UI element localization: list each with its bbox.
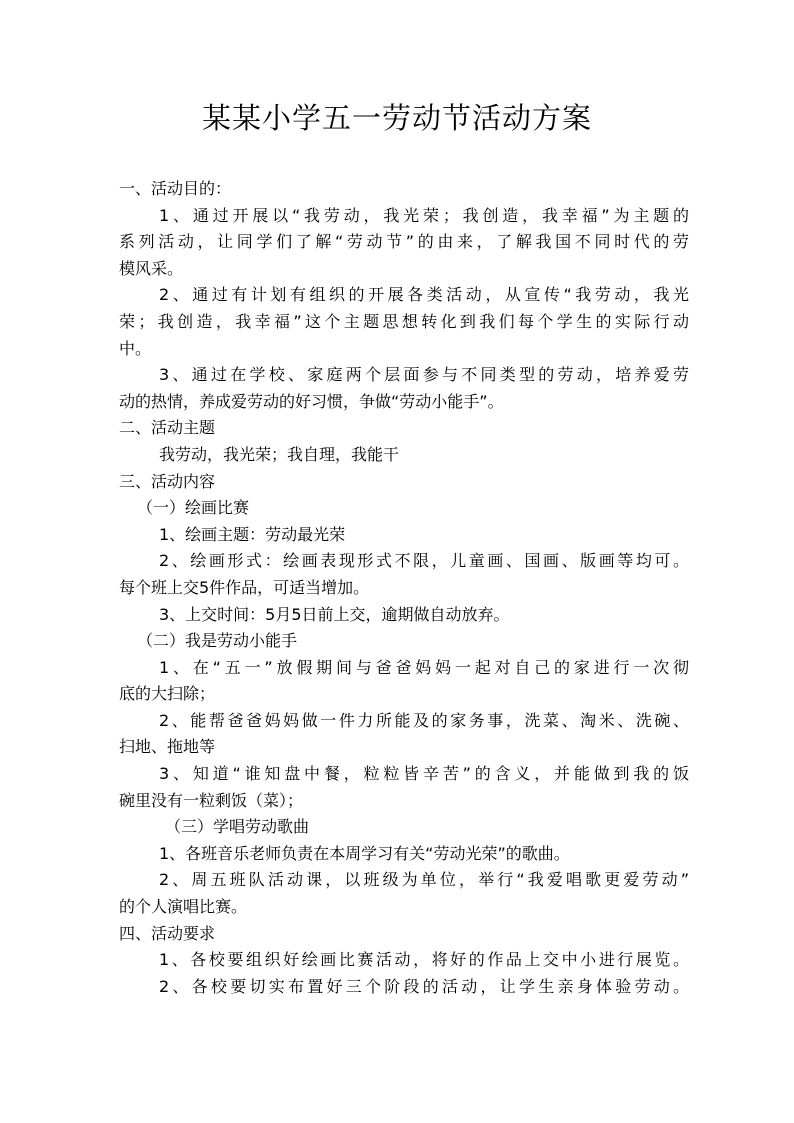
document-line: （三）学唱劳动歌曲 <box>165 817 310 837</box>
document-line: 3、通过在学校、家庭两个层面参与不同类型的劳动，培养爱劳 <box>159 365 689 385</box>
document-line: 四、活动要求 <box>119 923 216 943</box>
document-line: 3、知道“谁知盘中餐，粒粒皆辛苦”的含义，并能做到我的饭 <box>159 764 689 784</box>
document-line: 中。 <box>119 338 152 358</box>
document-line: 1、在“五一”放假期间与爸爸妈妈一起对自己的家进行一次彻 <box>159 657 689 677</box>
document-line: （二）我是劳动小能手 <box>137 631 298 651</box>
document-line: 二、活动主题 <box>119 418 216 438</box>
document-line: 3、上交时间：5月5日前上交，逾期做自动放弃。 <box>159 604 510 624</box>
document-line: 底的大扫除； <box>119 684 216 704</box>
document-line: 的个人演唱比赛。 <box>119 897 248 917</box>
document-line: 扫地、拖地等 <box>119 737 216 757</box>
document-line: 荣；我创造，我幸福”这个主题思想转化到我们每个学生的实际行动 <box>119 311 689 331</box>
document-line: 每个班上交5件作品，可适当增加。 <box>119 577 370 597</box>
document-line: 一、活动目的： <box>119 179 232 198</box>
document-line: 2、各校要切实布置好三个阶段的活动，让学生亲身体验劳动。 <box>159 976 689 996</box>
document-line: 模风采。 <box>119 258 184 278</box>
document-line: 碗里没有一粒剩饭（菜）； <box>119 790 304 810</box>
document-line: 2、通过有计划有组织的开展各类活动，从宣传“我劳动，我光 <box>159 285 689 305</box>
document-line: 2、周五班队活动课，以班级为单位，举行“我爱唱歌更爱劳动” <box>159 870 689 890</box>
document-line: 我劳动，我光荣；我自理，我能干 <box>159 444 400 464</box>
document-title: 某某小学五一劳动节活动方案 <box>201 101 592 135</box>
document-line: 1、各校要组织好绘画比赛活动，将好的作品上交中小进行展览。 <box>159 950 689 970</box>
document-line: 系列活动，让同学们了解“劳动节”的由来，了解我国不同时代的劳 <box>119 232 689 252</box>
document-line: 1、各班音乐老师负责在本周学习有关“劳动光荣”的歌曲。 <box>159 843 570 863</box>
document-line: （一）绘画比赛 <box>137 498 250 518</box>
document-line: 2、能帮爸爸妈妈做一件力所能及的家务事，洗菜、淘米、洗碗、 <box>159 710 689 730</box>
document-line: 2、绘画形式：绘画表现形式不限，儿童画、国画、版画等均可。 <box>159 551 689 571</box>
document-line: 三、活动内容 <box>119 471 216 491</box>
document-line: 1、通过开展以“我劳动，我光荣；我创造，我幸福”为主题的 <box>159 205 689 225</box>
document-body <box>119 176 689 1000</box>
document-line: 1、绘画主题：劳动最光荣 <box>159 524 346 544</box>
document-line: 动的热情，养成爱劳动的好习惯，争做“劳动小能手”。 <box>119 391 504 411</box>
